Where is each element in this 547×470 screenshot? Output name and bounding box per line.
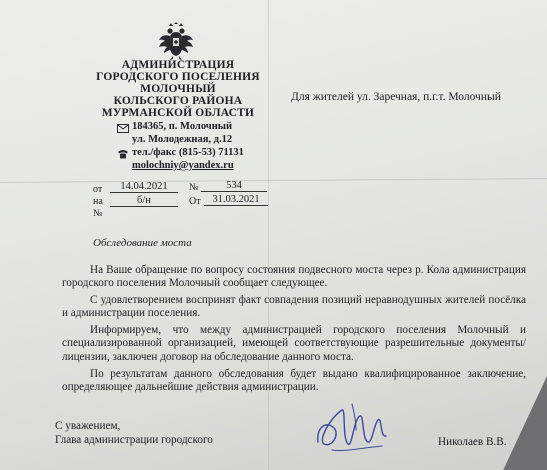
org-name-line: ГОРОДСКОГО ПОСЕЛЕНИЯ	[96, 71, 260, 83]
body-paragraph: Информируем, что между администрацией городского поселения Молочный и специализированной организацией, имеющей соответствующие разрешительные документы/лицензии, заключен договор на обследование данного моста.	[62, 324, 526, 363]
handwritten-signature	[312, 398, 392, 458]
recipient: Для жителей ул. Заречная, п.г.т. Молочный	[291, 91, 501, 103]
date-label: от	[93, 184, 103, 195]
body-paragraph: По результатам данного обследования будет выдано квалифицированное заключение, определяющее дальнейшие действия администрации.	[62, 368, 526, 394]
org-name-line: КОЛЬСКОГО РАЙОНА	[113, 95, 243, 107]
org-name-line: АДМИНИСТРАЦИЯ	[121, 59, 235, 71]
body-paragraph: С удовлетворением воспринят факт совпадения позиций неравнодушных жителей посёлка и администрации поселения.	[62, 294, 526, 320]
double-headed-eagle-icon	[158, 22, 194, 60]
org-address-line: ул. Молодежная, д.12	[132, 134, 233, 145]
org-email: molochniy@yandex.ru	[132, 160, 234, 171]
number-label: №	[189, 182, 199, 193]
reply-date: 31.03.2021	[204, 194, 268, 206]
signer-position: Глава администрации городского	[55, 434, 213, 446]
signer-name: Николаев В.В.	[438, 436, 507, 448]
outgoing-date: 14.04.2021	[110, 181, 178, 193]
reply-date-label: От	[189, 196, 201, 207]
org-name-line: МОЛОЧНЫЙ	[140, 83, 216, 95]
reply-label: на	[93, 196, 103, 207]
phone-icon	[117, 149, 129, 159]
closing-regards: С уважением,	[55, 420, 121, 432]
letter-subject: Обследование моста	[93, 237, 192, 249]
outgoing-number: 534	[201, 180, 267, 192]
org-name-line: МУРМАНСКОЙ ОБЛАСТИ	[101, 107, 255, 119]
org-phone: тел./факс (815-53) 71131	[132, 147, 244, 158]
body-paragraph: На Ваше обращение по вопросу состояния подвесного моста через р. Кола администрация городского поселения Молочный сообщает следующее.	[62, 264, 526, 290]
envelope-icon	[117, 124, 129, 133]
paper-fold	[268, 0, 269, 470]
org-address-line: 184365, п. Молочный	[132, 121, 233, 132]
reply-number-label: №	[93, 208, 103, 219]
reply-number: б/н	[110, 195, 178, 207]
